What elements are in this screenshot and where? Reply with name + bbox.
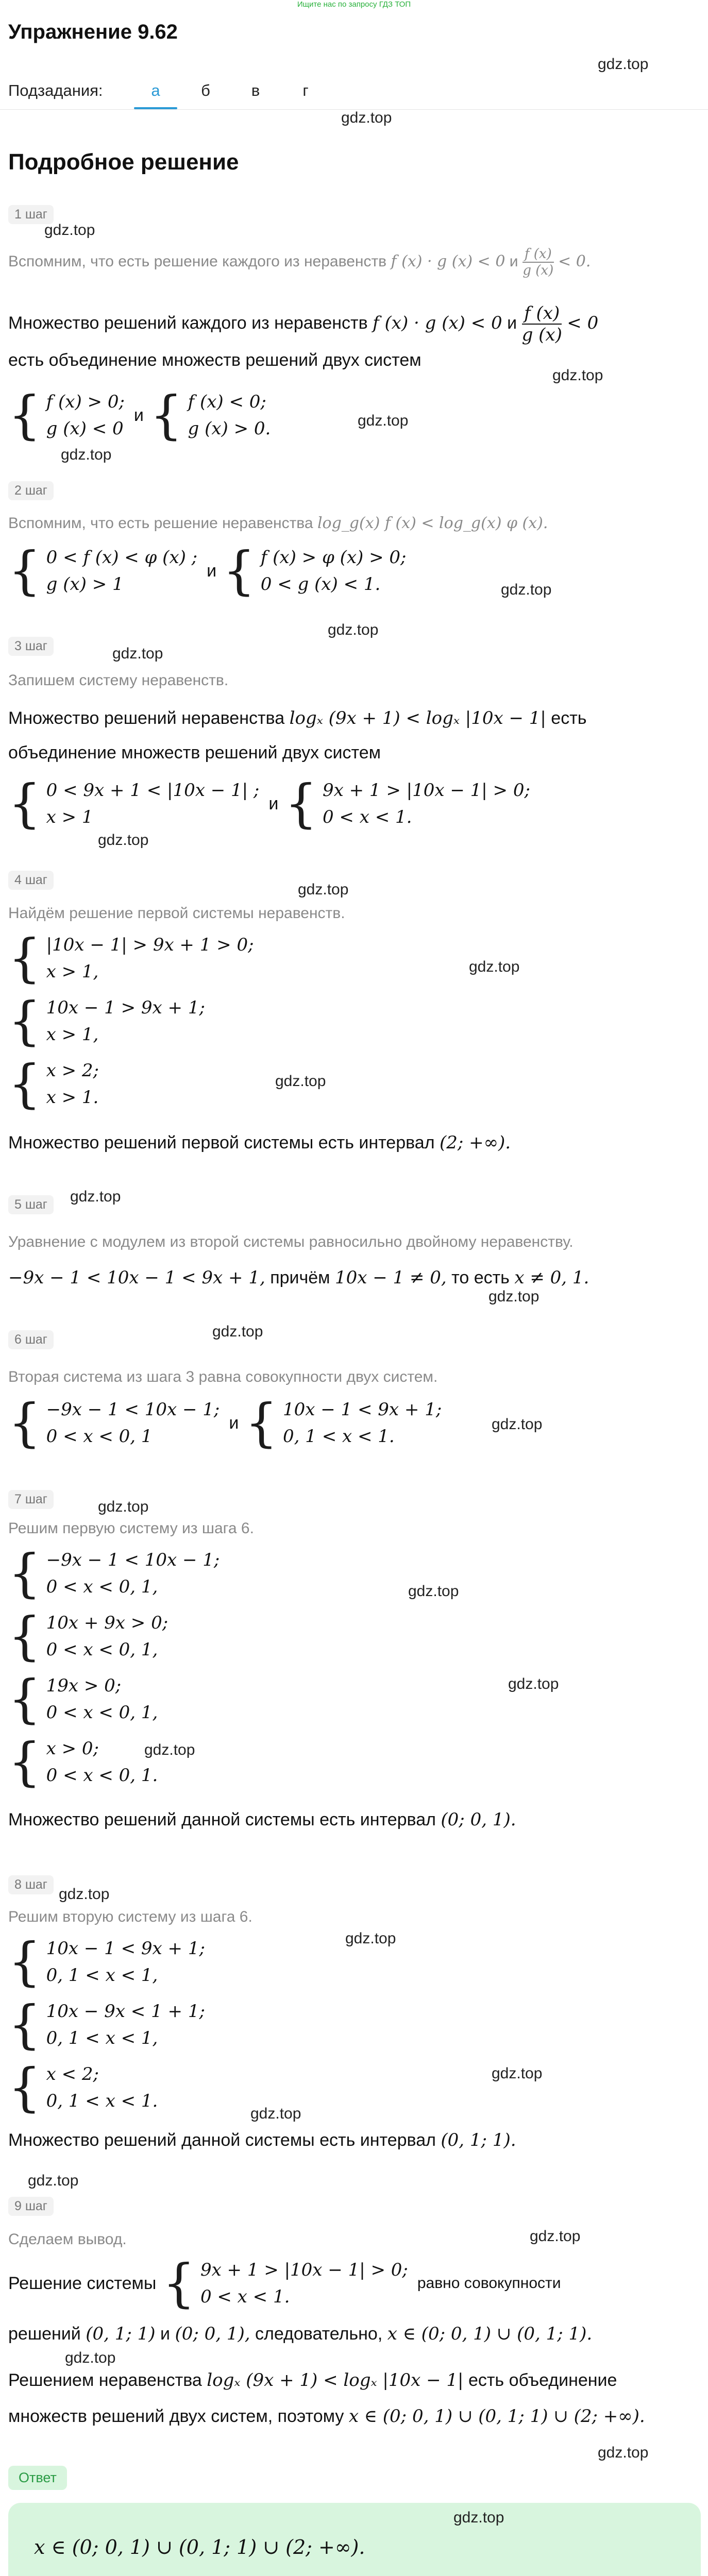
step-hint: Вторая система из шага 3 равна совокупности двух систем. [8, 1368, 438, 1385]
watermark: gdz.top [44, 222, 95, 239]
step-text: −9x − 1 < 10x − 1 < 9x + 1, причём 10x − 1 ≠ 0, то есть x ≠ 0, 1. [8, 1267, 589, 1288]
step-text: множеств решений двух систем, поэтому x ∈ (0; 0, 1) ∪ (0, 1; 1) ∪ (2; +∞). [8, 2406, 645, 2427]
top-banner[interactable]: Ищите нас по запросу ГДЗ ТОП [297, 0, 411, 9]
watermark: gdz.top [492, 1416, 543, 1433]
step-badge: 2 шаг [8, 481, 54, 500]
tab-b[interactable]: б [201, 81, 210, 99]
system-of-inequalities: { 10x − 1 > 9x + 1; x > 1, [8, 991, 205, 1051]
watermark: gdz.top [345, 1930, 396, 1947]
step-badge: 1 шаг [8, 205, 54, 224]
watermark: gdz.top [212, 1323, 263, 1340]
system-of-inequalities: { x > 2; x > 1. [8, 1054, 99, 1114]
watermark: gdz.top [298, 881, 349, 898]
answer-text: x ∈ (0; 0, 1) ∪ (0, 1; 1) ∪ (2; +∞). [34, 2536, 365, 2558]
watermark: gdz.top [358, 412, 409, 429]
system-of-inequalities: { −9x − 1 < 10x − 1; 0 < x < 0, 1 и { 10x − 1 < 9x + 1; 0, 1 < x < 1. [8, 1393, 442, 1453]
watermark: gdz.top [59, 1886, 110, 1903]
watermark: gdz.top [275, 1073, 326, 1090]
watermark: gdz.top [488, 1288, 540, 1305]
solution-heading: Подробное решение [8, 149, 239, 175]
step-badge: 4 шаг [8, 871, 54, 890]
subtasks-label: Подзадания: [8, 81, 103, 99]
step-badge: 3 шаг [8, 637, 54, 656]
step-result: Множество решений данной системы есть интервал (0; 0, 1). [8, 1809, 516, 1830]
system-of-inequalities: { 19x > 0; 0 < x < 0, 1, [8, 1669, 158, 1729]
step-result: Множество решений первой системы есть интервал (2; +∞). [8, 1132, 511, 1153]
step-text: решений (0, 1; 1) и (0; 0, 1), следовательно, x ∈ (0; 0, 1) ∪ (0, 1; 1). [8, 2324, 593, 2344]
step-text: Множество решений неравенства logₓ (9x + 1) < logₓ |10x − 1| есть [8, 708, 587, 728]
tab-v[interactable]: в [251, 81, 260, 99]
step-hint: Вспомним, что есть решение каждого из неравенств f (x) · g (x) < 0 и $\frac{f (x)}{g (x)}$ < 0. [8, 246, 591, 278]
tab-g[interactable]: г [302, 81, 309, 99]
step-hint: Решим вторую систему из шага 6. [8, 1908, 252, 1925]
watermark: gdz.top [598, 2444, 649, 2461]
watermark: gdz.top [501, 581, 552, 598]
system-of-inequalities: { 0 < f (x) < φ (x) ; g (x) > 1 и { f (x) > φ (x) > 0; 0 < g (x) < 1. [8, 540, 407, 601]
watermark: gdz.top [144, 1741, 195, 1758]
system-of-inequalities: { x < 2; 0, 1 < x < 1. [8, 2057, 158, 2117]
step-badge: 7 шаг [8, 1490, 54, 1509]
watermark: gdz.top [112, 645, 163, 662]
system-of-inequalities: { |10x − 1| > 9x + 1 > 0; x > 1, [8, 928, 254, 988]
system-of-inequalities: { 10x + 9x > 0; 0 < x < 0, 1, [8, 1606, 168, 1666]
watermark: gdz.top [530, 2228, 581, 2245]
step-hint: Решим первую систему из шага 6. [8, 1520, 254, 1537]
watermark: gdz.top [70, 1188, 121, 1205]
step-hint: Найдём решение первой системы неравенств. [8, 905, 345, 922]
step-badge: 9 шаг [8, 2197, 54, 2216]
watermark: gdz.top [98, 1498, 149, 1515]
step-badge: 5 шаг [8, 1195, 54, 1214]
watermark: gdz.top [341, 109, 392, 126]
step-hint: Запишем систему неравенств. [8, 672, 229, 689]
conclusion-line: Решение системы { 9x + 1 > |10x − 1| > 0; 0 < x < 1. равно совокупности [8, 2253, 561, 2313]
step-result: Множество решений данной системы есть интервал (0, 1; 1). [8, 2130, 516, 2150]
step-hint: Уравнение с модулем из второй системы равносильно двойному неравенству. [8, 1233, 574, 1250]
watermark: gdz.top [61, 446, 112, 463]
system-of-inequalities: { f (x) > 0; g (x) < 0 и { f (x) < 0; g (x) > 0. [8, 385, 271, 445]
tab-a[interactable]: а [151, 81, 160, 99]
system-of-inequalities: { 10x − 1 < 9x + 1; 0, 1 < x < 1, [8, 1931, 205, 1992]
watermark: gdz.top [28, 2172, 79, 2189]
step-text: Решением неравенства logₓ (9x + 1) < logₓ |10x − 1| есть объединение [8, 2370, 617, 2391]
system-of-inequalities: { x > 0; 0 < x < 0, 1. [8, 1732, 158, 1792]
watermark: gdz.top [328, 621, 379, 638]
step-badge: 8 шаг [8, 1875, 54, 1894]
answer-badge: Ответ [8, 2466, 67, 2490]
watermark: gdz.top [453, 2509, 504, 2526]
watermark: gdz.top [492, 2065, 543, 2082]
watermark: gdz.top [508, 1675, 559, 1692]
step-text: объединение множеств решений двух систем [8, 743, 381, 762]
system-of-inequalities: { 0 < 9x + 1 < |10x − 1| ; x > 1 и { 9x + 1 > |10x − 1| > 0; 0 < x < 1. [8, 773, 530, 834]
step-hint: Сделаем вывод. [8, 2231, 127, 2248]
watermark: gdz.top [552, 367, 603, 384]
step-text: Множество решений каждого из неравенств f (x) · g (x) < 0 и $\frac{f (x)}{g (x)}$ < 0 [8, 303, 599, 345]
system-of-inequalities: { 10x − 9x < 1 + 1; 0, 1 < x < 1, [8, 1994, 205, 2055]
page-title: Упражнение 9.62 [8, 21, 178, 43]
watermark: gdz.top [250, 2105, 301, 2122]
watermark: gdz.top [65, 2349, 116, 2366]
watermark: gdz.top [98, 832, 149, 849]
system-of-inequalities: { −9x − 1 < 10x − 1; 0 < x < 0, 1, [8, 1543, 220, 1603]
watermark: gdz.top [598, 56, 649, 73]
watermark: gdz.top [408, 1583, 459, 1600]
step-badge: 6 шаг [8, 1330, 54, 1349]
step-hint: Вспомним, что есть решение неравенства log_g(x) f (x) < log_g(x) φ (x). [8, 514, 548, 532]
step-text: есть объединение множеств решений двух систем [8, 350, 422, 370]
watermark: gdz.top [469, 958, 520, 975]
